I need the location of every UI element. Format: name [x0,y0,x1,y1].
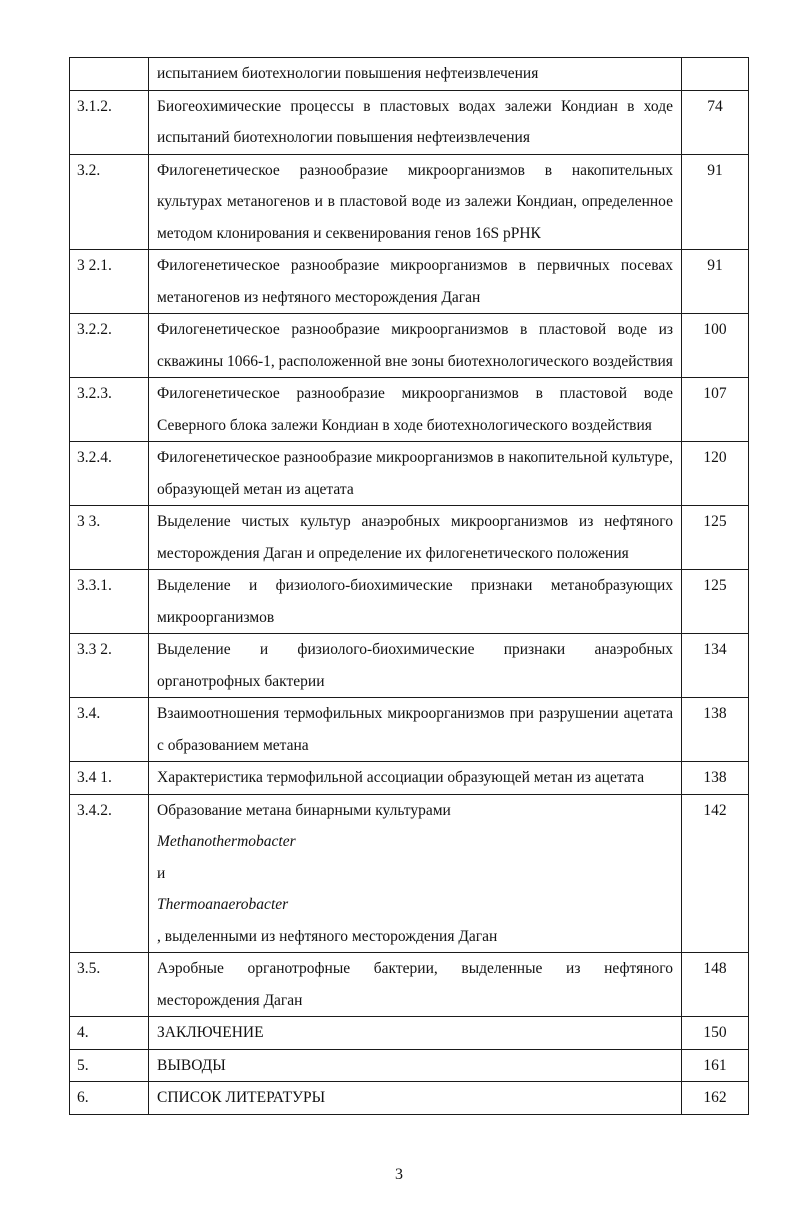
section-number: 3.1.2. [70,90,149,154]
section-number: 3.2.3. [70,378,149,442]
title-part: Образование метана бинарными культурами [157,801,451,819]
section-title: Филогенетическое разнообразие микроорганизмов в первичных посевах метаногенов из нефтяного месторождения Даган [149,250,682,314]
title-genus-1: Methanothermobacter [157,833,296,850]
section-number: 3.2. [70,154,149,250]
section-title: Выделение и физиолого-биохимические признаки метанобразующих микроорганизмов [149,570,682,634]
table-row [70,1017,749,1050]
section-title: Взаимоотношения термофильных микроорганизмов при разрушении ацетата с образованием метана [149,698,682,762]
table-row [70,250,749,314]
section-number: 3 2.1. [70,250,149,314]
section-number: 6. [70,1082,149,1115]
section-number: 3.2.4. [70,442,149,506]
section-page: 138 [682,698,749,762]
page-number: 3 [395,1166,403,1183]
table-row [70,378,749,442]
section-page: 148 [682,953,749,1017]
section-title: Биогеохимические процессы в пластовых водах залежи Кондиан в ходе испытаний биотехнологии повышения нефтеизвлечения [149,90,682,154]
section-page: 100 [682,314,749,378]
section-page: 125 [682,570,749,634]
section-title: Филогенетическое разнообразие микроорганизмов в пластовой воде Северного блока залежи Кондиан в ходе биотехнологического воздействия [149,378,682,442]
section-page: 74 [682,90,749,154]
section-title: Филогенетическое разнообразие микроорганизмов в пластовой воде из скважины 1066-1, расположенной вне зоны биотехнологического воздействия [149,314,682,378]
table-row [70,953,749,1017]
section-title: Выделение чистых культур анаэробных микроорганизмов из нефтяного месторождения Даган и определение их филогенетического положения [149,506,682,570]
section-page: 125 [682,506,749,570]
contents-table [69,57,749,1115]
section-page: 142 [682,794,749,953]
title-part: , выделенными из нефтяного месторождения Даган [157,927,498,945]
section-number: 3 3. [70,506,149,570]
section-number: 4. [70,1017,149,1050]
section-page: 150 [682,1017,749,1050]
section-title: испытанием биотехнологии повышения нефтеизвлечения [149,58,682,91]
section-page: 134 [682,634,749,698]
table-row [70,506,749,570]
section-number: 3.4. [70,698,149,762]
section-title: Аэробные органотрофные бактерии, выделенные из нефтяного месторождения Даган [149,953,682,1017]
section-title: Выделение и физиолого-биохимические признаки анаэробных органотрофных бактерии [149,634,682,698]
section-number: 3.3 2. [70,634,149,698]
section-title: ЗАКЛЮЧЕНИЕ [149,1017,682,1050]
section-page: 138 [682,762,749,795]
section-number [70,58,149,91]
title-genus-2: Thermoanaerobacter [157,896,289,913]
section-page: 91 [682,250,749,314]
table-row [70,1049,749,1082]
table-row [70,314,749,378]
table-row [70,698,749,762]
section-title: Филогенетическое разнообразие микроорганизмов в накопительных культурах метаногенов и в пластовой воде из залежи Кондиан, определенное методом клонирования и секвенирования генов 16S рРНК [149,154,682,250]
table-row [70,794,749,953]
section-number: 3.2.2. [70,314,149,378]
section-page: 161 [682,1049,749,1082]
section-title: Характеристика термофильной ассоциации образующей метан из ацетата [149,762,682,795]
section-number: 3.5. [70,953,149,1017]
section-page [682,58,749,91]
title-part: и [157,864,166,882]
table-row [70,58,749,91]
table-row [70,570,749,634]
section-page: 107 [682,378,749,442]
table-row [70,634,749,698]
section-page: 91 [682,154,749,250]
section-number: 3.4 1. [70,762,149,795]
section-title [149,794,682,953]
table-row [70,154,749,250]
section-number: 3.3.1. [70,570,149,634]
section-number: 3.4.2. [70,794,149,953]
table-row [70,442,749,506]
table-row [70,90,749,154]
section-page: 162 [682,1082,749,1115]
section-title: СПИСОК ЛИТЕРАТУРЫ [149,1082,682,1115]
section-title: ВЫВОДЫ [149,1049,682,1082]
table-row [70,762,749,795]
section-page: 120 [682,442,749,506]
section-title: Филогенетическое разнообразие микроорганизмов в накопительной культуре, образующей метан из ацетата [149,442,682,506]
section-number: 5. [70,1049,149,1082]
table-row [70,1082,749,1115]
